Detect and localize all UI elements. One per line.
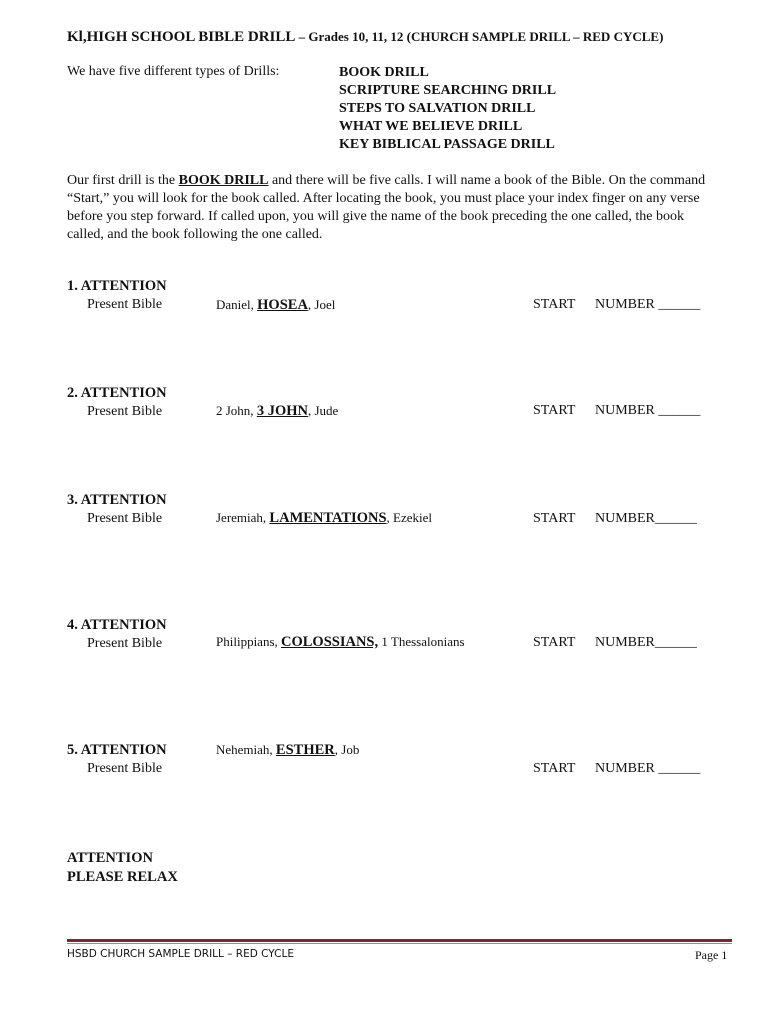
attention-label [67, 492, 167, 509]
drill-types-list [339, 64, 556, 154]
footer-rule-thick [67, 939, 732, 942]
title-separator: – [295, 29, 309, 44]
drill-call-3 [67, 492, 727, 532]
call-number: 3. [67, 492, 78, 508]
book-before: Philippians, [216, 634, 282, 649]
title-main: Kl,HIGH SCHOOL BIBLE DRILL [67, 29, 296, 45]
call-number: 1. [67, 278, 78, 294]
present-bible-command: Present Bible [87, 761, 163, 776]
number-blank: NUMBER ______ [595, 403, 701, 418]
book-after: , Ezekiel [386, 510, 432, 525]
book-called: ESTHER [275, 742, 335, 758]
book-called: LAMENTATIONS [269, 510, 387, 526]
book-before: Jeremiah, [216, 510, 270, 525]
drill-call-4 [67, 617, 727, 657]
call-number: 2. [67, 385, 78, 401]
page-number: Page 1 [695, 948, 728, 962]
book-before: 2 John, [216, 403, 257, 418]
attention-command: ATTENTION [80, 492, 167, 508]
attention-label [67, 385, 167, 402]
call-number: 5. [67, 742, 78, 758]
start-command: START [533, 761, 576, 776]
closing-commands [67, 849, 178, 887]
drill-call-5 [67, 742, 727, 782]
number-blank: NUMBER______ [595, 511, 697, 526]
book-call [216, 742, 359, 759]
book-after: , Jude [307, 403, 339, 418]
book-before: Nehemiah, [216, 742, 276, 757]
paragraph-lead: Our first drill is the [67, 173, 179, 188]
book-called: 3 JOHN [256, 403, 308, 419]
drill-call-2 [67, 385, 727, 425]
start-command: START [533, 297, 576, 312]
attention-label [67, 617, 167, 634]
paragraph-body: and there will be five calls. I will name a book of the Bible. On the command “Start,” you will look for the book called. After locating the book, you must place your index finger on any verse before you step forward. If called upon, you will give the name of the book preceding the one called, the book called, and the book following the one called. [67, 173, 706, 242]
present-bible-command: Present Bible [87, 404, 163, 419]
start-command: START [533, 635, 576, 650]
present-bible-command: Present Bible [87, 636, 163, 651]
book-call [216, 297, 335, 314]
drill-type-item: SCRIPTURE SEARCHING DRILL [339, 83, 557, 98]
footer-title: HSBD CHURCH SAMPLE DRILL – RED CYCLE [67, 948, 294, 960]
attention-command: ATTENTION [80, 617, 167, 633]
book-called: HOSEA [257, 297, 308, 313]
attention-command: ATTENTION [80, 385, 167, 401]
attention-label [67, 742, 167, 759]
book-call [216, 403, 338, 420]
drill-type-item: STEPS TO SALVATION DRILL [339, 101, 536, 116]
footer-rule-thin [67, 943, 732, 944]
call-number: 4. [67, 617, 78, 633]
drill-call-1 [67, 278, 727, 318]
closing-relax: PLEASE RELAX [67, 869, 178, 885]
drill-types-intro: We have five different types of Drills: [67, 64, 280, 79]
drill-type-item: BOOK DRILL [339, 65, 429, 80]
number-blank: NUMBER ______ [595, 297, 701, 312]
book-after: 1 Thessalonians [378, 634, 465, 649]
book-before: Daniel, [216, 297, 258, 312]
book-after: , Joel [307, 297, 336, 312]
book-drill-highlight: BOOK DRILL [178, 173, 269, 188]
drill-type-item: KEY BIBLICAL PASSAGE DRILL [339, 137, 555, 152]
attention-command: ATTENTION [80, 742, 167, 758]
drill-type-item: WHAT WE BELIEVE DRILL [339, 119, 523, 134]
book-call [216, 510, 432, 527]
title-grades: Grades 10, 11, 12 (CHURCH SAMPLE DRILL – RED CYCLE) [308, 29, 664, 44]
page-title [67, 29, 747, 46]
number-blank: NUMBER______ [595, 635, 697, 650]
book-called: COLOSSIANS, [281, 634, 379, 650]
start-command: START [533, 403, 576, 418]
present-bible-command: Present Bible [87, 297, 163, 312]
number-blank: NUMBER ______ [595, 761, 701, 776]
attention-command: ATTENTION [80, 278, 167, 294]
start-command: START [533, 511, 576, 526]
book-call [216, 634, 465, 651]
instructions-paragraph [67, 172, 717, 244]
closing-attention: ATTENTION [67, 850, 153, 866]
attention-label [67, 278, 167, 295]
present-bible-command: Present Bible [87, 511, 163, 526]
book-after: , Job [334, 742, 360, 757]
